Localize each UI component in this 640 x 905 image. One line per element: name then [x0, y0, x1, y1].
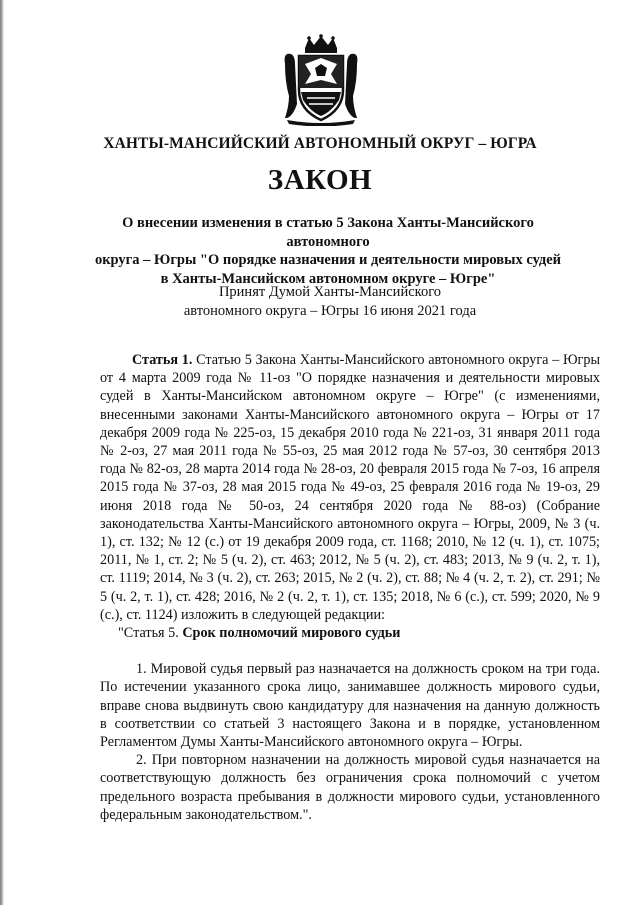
subject-line: О внесении изменения в статью 5 Закона Ханты-Мансийского автономного	[122, 215, 534, 250]
subject-line: в Ханты-Мансийском автономном округе – Югре"	[160, 270, 496, 287]
adoption-note	[140, 283, 520, 320]
document-type-title: ЗАКОН	[267, 164, 373, 196]
region-title: ХАНТЫ-МАНСИЙСКИЙ АВТОНОМНЫЙ ОКРУГ – ЮГРА	[103, 135, 537, 152]
law-subject	[80, 214, 576, 288]
adoption-line: автономного округа – Югры 16 июня 2021 года	[183, 302, 477, 319]
coat-of-arms-emblem	[281, 34, 361, 126]
new-article-title: Срок полномочий мирового судьи	[182, 625, 401, 642]
law-body	[100, 351, 600, 824]
new-article-paragraph-1: 1. Мировой судья первый раз назначается на должность сроком на три года. По истечении указанного срока лицо, занимавшее должность мирового судьи, вправе снова выдвинуть свою кандидатуру для назначения на данную должность в соответствии со статьей 3 настоящего Закона и в порядке, установленном Регламентом Думы Ханты-Мансийского автономного округа – Югры.	[100, 661, 600, 751]
new-article-heading	[100, 624, 600, 642]
article-1-paragraph	[100, 351, 600, 624]
adoption-line: Принят Думой Ханты-Мансийского	[218, 284, 442, 300]
new-article-prefix: "Статья 5.	[118, 625, 179, 642]
article-1-label: Статья 1.	[132, 352, 193, 368]
subject-line: округа – Югры "О порядке назначения и деятельности мировых судей	[94, 252, 562, 268]
article-1-text: Статью 5 Закона Ханты-Мансийского автономного округа – Югры от 4 марта 2009 года № 11-оз "О порядке назначения и деятельности мировых судей в Ханты-Мансийском автономном округе – Югре" (с изменениями, внесенными законами Ханты-Мансийского автономного округа – Югры от 17 декабря 2009 года № 225-оз, 15 декабря 2010 года № 221-оз, 31 января 2011 года № 2-оз, 27 мая 2011 года № 55-оз, 25 мая 2012 года № 57-оз, 30 сентября 2013 года № 82-оз, 28 марта 2014 года № 28-оз, 20 февраля 2015 года № 7-оз, 16 апреля 2015 года № 37-оз, 28 мая 2015 года № 49-оз, 25 февраля 2016 года № 19-оз, 29 июня 2018 года № 50-оз, 24 сентября 2020 года № 88-оз) (Собрание законодательства Ханты-Мансийского автономного округа – Югры, 2009, № 3 (ч. 1), ст. 132; № 12 (с.) от 19 декабря 2009 года, ст. 1168; 2010, № 12 (ч. 1), ст. 1075; 2011, № 1, ст. 2; № 5 (ч. 2), ст. 463; 2012, № 5 (ч. 2), ст. 483; 2013, № 9 (ч. 2, т. 1), ст. 1119; 2014, № 3 (ч. 2), ст. 263; 2015, № 2 (ч. 2), ст. 88; № 4 (ч. 2, т. 2), ст. 291; № 5 (ч. 2, т. 1), ст. 428; 2016, № 2 (ч. 2, т. 1), ст. 135; 2018, № 6 (с.), ст. 599; 2020, № 9 (с.), ст. 1124) изложить в следующей редакции:	[100, 352, 600, 623]
new-article-paragraph-2: 2. При повторном назначении на должность мировой судья назначается на соответствующую должность без ограничения срока полномочий с учетом предельного возраста пребывания в должности мирового судьи, установленного федеральным законодательством.".	[100, 752, 600, 823]
